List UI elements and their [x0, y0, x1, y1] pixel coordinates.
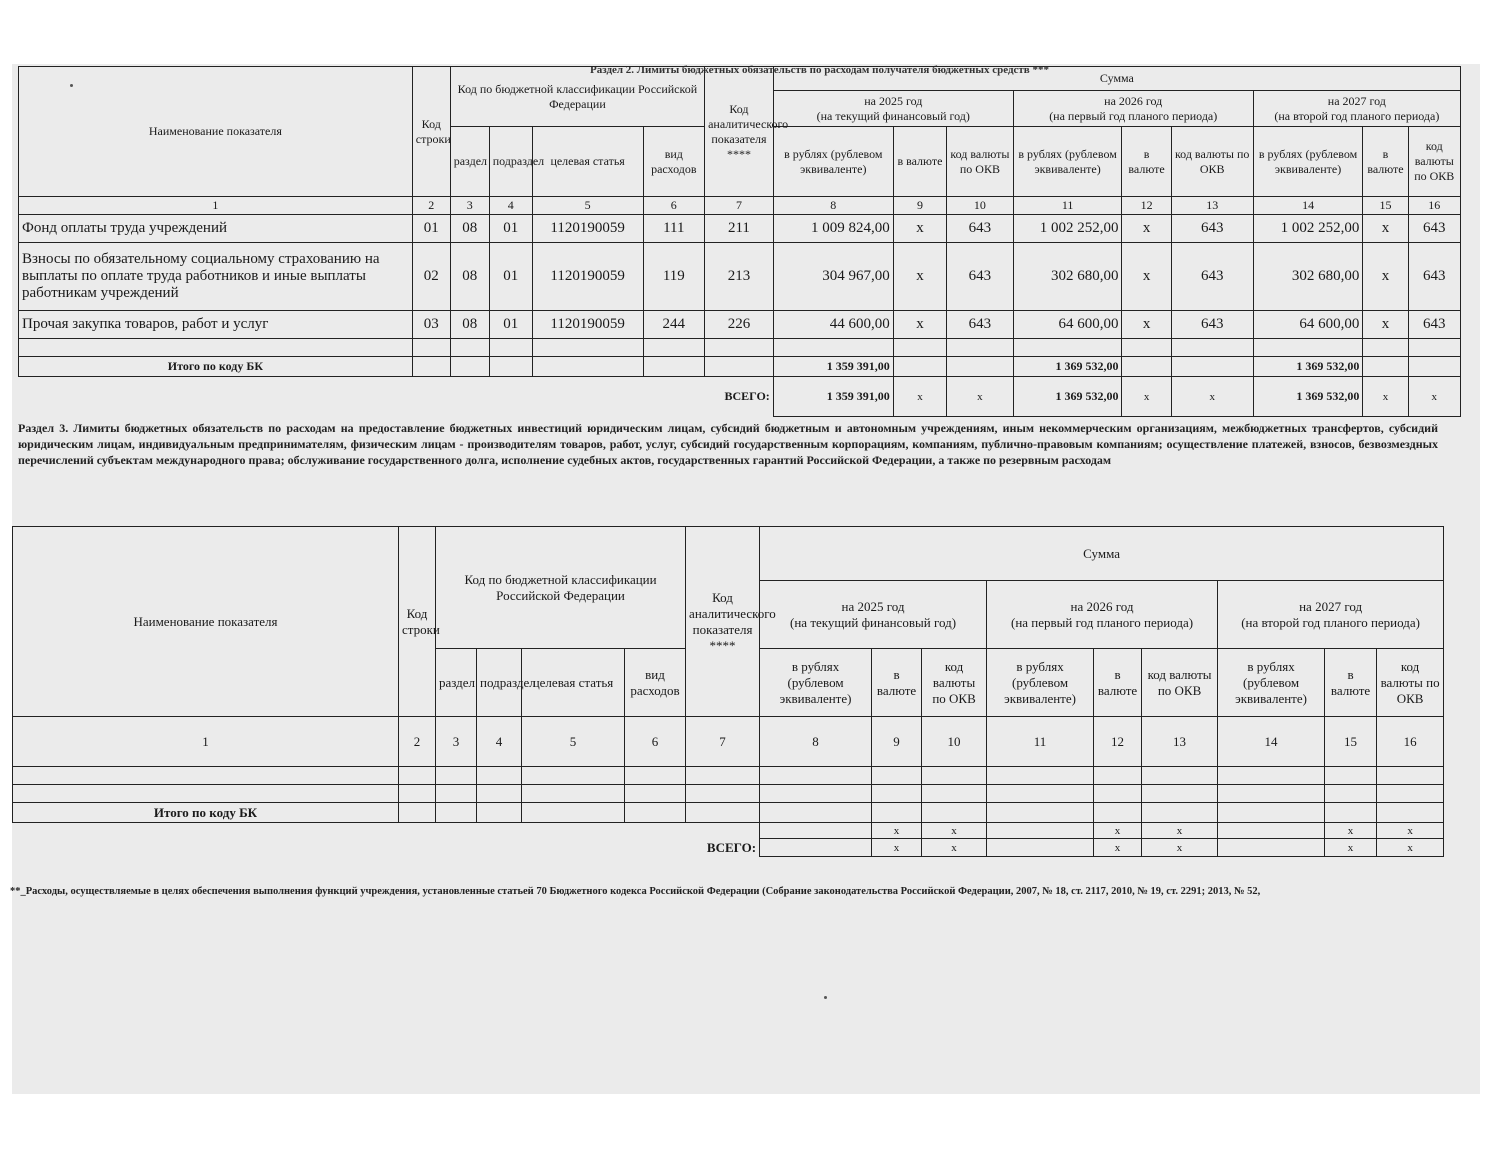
header-rub-2025: в рублях (рублевом эквиваленте)	[760, 649, 872, 717]
header-name: Наименование показателя	[19, 67, 413, 197]
colnum-5: 5	[532, 197, 643, 215]
colnum-8: 8	[773, 197, 893, 215]
x-currency-2026: x	[1094, 823, 1142, 839]
row-currency-2026: x	[1122, 311, 1171, 339]
row-rub-2027: 64 600,00	[1253, 311, 1363, 339]
colnum-14: 14	[1218, 717, 1325, 767]
header-analytic: Код аналитического показателя ****	[686, 527, 760, 717]
header-rub-2027: в рублях (рублевом эквиваленте)	[1218, 649, 1325, 717]
row-name: Фонд оплаты труда учреждений	[19, 215, 413, 243]
vsego-currency-2025: x	[893, 377, 946, 417]
vsego-currency-2026: x	[1122, 377, 1171, 417]
colnum-11: 11	[987, 717, 1094, 767]
header-okv-2025: код валюты по ОКВ	[947, 127, 1014, 197]
row-podrazdel: 01	[489, 311, 532, 339]
header-sum: Сумма	[773, 67, 1460, 91]
row-vid: 111	[643, 215, 705, 243]
x-currency-2025: x	[872, 823, 922, 839]
vsego-2026: 1 369 532,00	[1013, 377, 1122, 417]
colnum-1: 1	[19, 197, 413, 215]
colnum-9: 9	[872, 717, 922, 767]
itogo-label: Итого по коду БК	[19, 357, 413, 377]
row-podrazdel: 01	[489, 243, 532, 311]
header-analytic: Код аналитического показателя ****	[705, 67, 774, 197]
colnum-4: 4	[489, 197, 532, 215]
row-okv-2027: 643	[1408, 243, 1460, 311]
table-row	[19, 243, 1461, 311]
row-rub-2025: 304 967,00	[773, 243, 893, 311]
header-name: Наименование показателя	[13, 527, 399, 717]
row-currency-2025: x	[893, 215, 946, 243]
vsego-okv-2026: x	[1142, 839, 1218, 857]
vsego-okv-2027: x	[1408, 377, 1460, 417]
header-row-code: Код строки	[412, 67, 450, 197]
row-name: Прочая закупка товаров, работ и услуг	[19, 311, 413, 339]
empty-row	[19, 339, 1461, 357]
header-2027-sub: (на второй год планого периода)	[1274, 108, 1440, 123]
empty-row	[13, 785, 1444, 803]
vsego-2027: 1 369 532,00	[1253, 377, 1363, 417]
row-rub-2026: 302 680,00	[1013, 243, 1122, 311]
vsego-label: ВСЕГО:	[724, 389, 770, 404]
itogo-row	[19, 357, 1461, 377]
row-razdel: 08	[450, 311, 489, 339]
x-okv-2025: x	[922, 823, 987, 839]
header-2026-label: на 2026 год	[1104, 93, 1163, 108]
row-currency-2027: x	[1363, 311, 1408, 339]
row-code: 03	[412, 311, 450, 339]
header-sum: Сумма	[760, 527, 1444, 581]
row-vid: 244	[643, 311, 705, 339]
colnum-16: 16	[1408, 197, 1460, 215]
row-currency-2027: x	[1363, 243, 1408, 311]
section3-table	[12, 526, 1444, 857]
row-okv-2027: 643	[1408, 215, 1460, 243]
vsego-label: ВСЕГО:	[706, 839, 757, 855]
colnum-6: 6	[625, 717, 686, 767]
table-row	[19, 215, 1461, 243]
header-okv-2027: код валюты по ОКВ	[1377, 649, 1444, 717]
vsego-currency-2026: x	[1094, 839, 1142, 857]
header-2026-sub: (на первый год планого периода)	[1049, 108, 1218, 123]
colnum-7: 7	[705, 197, 774, 215]
x-row	[13, 823, 1444, 839]
header-expense-type: вид расходов	[643, 127, 705, 197]
row-rub-2025: 1 009 824,00	[773, 215, 893, 243]
header-rub-2025: в рублях (рублевом эквиваленте)	[773, 127, 893, 197]
header-target: целевая статья	[532, 127, 643, 197]
row-okv-2026: 643	[1171, 311, 1253, 339]
header-currency-2027: в валюте	[1363, 127, 1408, 197]
colnum-9: 9	[893, 197, 946, 215]
colnum-3: 3	[436, 717, 477, 767]
colnum-11: 11	[1013, 197, 1122, 215]
empty-row	[13, 767, 1444, 785]
row-okv-2026: 643	[1171, 243, 1253, 311]
column-number-row	[19, 197, 1461, 215]
row-currency-2027: x	[1363, 215, 1408, 243]
vsego-row	[19, 377, 1461, 417]
vsego-currency-2027: x	[1363, 377, 1408, 417]
row-currency-2025: x	[893, 311, 946, 339]
header-expense-type: вид расходов	[625, 649, 686, 717]
row-analytic: 226	[705, 311, 774, 339]
section3-heading: Раздел 3. Лимиты бюджетных обязательств по расходам на предоставление бюджетных инвестиций юридическим лицам, субсидий бюджетным и автономным учреждениям, иным некоммерческим организациям, межбюджетных трансфертов, субсидий юридическим лицам, индивидуальным предпринимателям, физическим лицам - производителям товаров, работ, услуг, субсидий государственным корпорациям, компаниям, публично-правовым компаниям; осуществление платежей, взносов, безвозмездных перечислений субъектам международного права; обслуживание государственного долга, исполнение судебных актов, государственных гарантий Российской Федерации, а также по резервным расходам	[18, 421, 1438, 467]
scan-speck	[824, 996, 827, 999]
header-okv-2026: код валюты по ОКВ	[1171, 127, 1253, 197]
scan-speck	[70, 84, 73, 87]
itogo-2027: 1 369 532,00	[1253, 357, 1363, 377]
header-currency-2025: в валюте	[872, 649, 922, 717]
colnum-3: 3	[450, 197, 489, 215]
row-podrazdel: 01	[489, 215, 532, 243]
header-2026-sub: (на первый год планого периода)	[1011, 614, 1194, 630]
header-rub-2026: в рублях (рублевом эквиваленте)	[1013, 127, 1122, 197]
row-target: 1120190059	[532, 215, 643, 243]
header-2027-sub: (на второй год планого периода)	[1241, 614, 1420, 630]
header-2025-sub: (на текущий финансовый год)	[790, 614, 957, 630]
row-okv-2025: 643	[947, 215, 1014, 243]
row-rub-2025: 44 600,00	[773, 311, 893, 339]
header-currency-2026: в валюте	[1094, 649, 1142, 717]
row-okv-2025: 643	[947, 243, 1014, 311]
header-2026	[1013, 91, 1253, 127]
footnote: **_Расходы, осуществляемые в целях обеспечения выполнения функций учреждения, установленные статьей 70 Бюджетного кодекса Российской Федерации (Собрание законодательства Российской Федерации, 2007, № 18, ст. 2117, 2010, № 19, ст. 2291; 2013, № 52,	[10, 886, 1261, 897]
row-target: 1120190059	[532, 243, 643, 311]
header-currency-2025: в валюте	[893, 127, 946, 197]
header-okv-2026: код валюты по ОКВ	[1142, 649, 1218, 717]
row-target: 1120190059	[532, 311, 643, 339]
header-razdel: раздел	[450, 127, 489, 197]
colnum-15: 15	[1363, 197, 1408, 215]
colnum-2: 2	[399, 717, 436, 767]
header-okv-2027: код валюты по ОКВ	[1408, 127, 1460, 197]
header-2025-label: на 2025 год	[864, 93, 923, 108]
x-okv-2026: x	[1142, 823, 1218, 839]
header-2025	[773, 91, 1013, 127]
colnum-4: 4	[477, 717, 522, 767]
vsego-2025: 1 359 391,00	[773, 377, 893, 417]
header-bk-code: Код по бюджетной классификации Российской Федерации	[436, 527, 686, 649]
vsego-okv-2025: x	[947, 377, 1014, 417]
colnum-12: 12	[1094, 717, 1142, 767]
section2-table	[18, 66, 1461, 417]
header-2025	[760, 581, 987, 649]
sheet-bottom-margin	[12, 1094, 1480, 1159]
colnum-6: 6	[643, 197, 705, 215]
header-2027-label: на 2027 год	[1299, 598, 1363, 614]
header-2027	[1253, 91, 1460, 127]
colnum-5: 5	[522, 717, 625, 767]
vsego-currency-2027: x	[1325, 839, 1377, 857]
header-podrazdel: подраздел	[489, 127, 532, 197]
row-rub-2026: 64 600,00	[1013, 311, 1122, 339]
table-row	[19, 311, 1461, 339]
row-okv-2025: 643	[947, 311, 1014, 339]
colnum-15: 15	[1325, 717, 1377, 767]
header-target: целевая статья	[522, 649, 625, 717]
header-razdel: раздел	[436, 649, 477, 717]
header-podrazdel: подраздел	[477, 649, 522, 717]
header-currency-2027: в валюте	[1325, 649, 1377, 717]
colnum-2: 2	[412, 197, 450, 215]
header-2025-label: на 2025 год	[841, 598, 905, 614]
row-analytic: 213	[705, 243, 774, 311]
vsego-okv-2026: x	[1171, 377, 1253, 417]
header-bk-code: Код по бюджетной классификации Российской Федерации	[450, 67, 704, 127]
x-currency-2027: x	[1325, 823, 1377, 839]
row-rub-2027: 1 002 252,00	[1253, 215, 1363, 243]
row-vid: 119	[643, 243, 705, 311]
x-okv-2027: x	[1377, 823, 1444, 839]
colnum-13: 13	[1142, 717, 1218, 767]
vsego-okv-2025: x	[922, 839, 987, 857]
colnum-16: 16	[1377, 717, 1444, 767]
colnum-8: 8	[760, 717, 872, 767]
header-rub-2027: в рублях (рублевом эквиваленте)	[1253, 127, 1363, 197]
header-2025-sub: (на текущий финансовый год)	[816, 108, 970, 123]
row-razdel: 08	[450, 215, 489, 243]
row-code: 02	[412, 243, 450, 311]
row-currency-2026: x	[1122, 243, 1171, 311]
colnum-14: 14	[1253, 197, 1363, 215]
colnum-1: 1	[13, 717, 399, 767]
row-rub-2026: 1 002 252,00	[1013, 215, 1122, 243]
row-rub-2027: 302 680,00	[1253, 243, 1363, 311]
header-row-code: Код строки	[399, 527, 436, 717]
itogo-2026: 1 369 532,00	[1013, 357, 1122, 377]
header-2026	[987, 581, 1218, 649]
header-rub-2026: в рублях (рублевом эквиваленте)	[987, 649, 1094, 717]
itogo-row	[13, 803, 1444, 823]
row-currency-2025: x	[893, 243, 946, 311]
itogo-label: Итого по коду БК	[13, 803, 399, 823]
vsego-okv-2027: x	[1377, 839, 1444, 857]
header-2026-label: на 2026 год	[1070, 598, 1134, 614]
row-code: 01	[412, 215, 450, 243]
itogo-2025: 1 359 391,00	[773, 357, 893, 377]
row-okv-2026: 643	[1171, 215, 1253, 243]
vsego-currency-2025: x	[872, 839, 922, 857]
row-currency-2026: x	[1122, 215, 1171, 243]
colnum-10: 10	[947, 197, 1014, 215]
colnum-10: 10	[922, 717, 987, 767]
section2-heading: Раздел 2. Лимиты бюджетных обязательств по расходам получателя бюджетных средств ***	[590, 64, 1049, 76]
row-okv-2027: 643	[1408, 311, 1460, 339]
colnum-12: 12	[1122, 197, 1171, 215]
vsego-row	[13, 839, 1444, 857]
colnum-7: 7	[686, 717, 760, 767]
header-okv-2025: код валюты по ОКВ	[922, 649, 987, 717]
header-currency-2026: в валюте	[1122, 127, 1171, 197]
header-2027	[1218, 581, 1444, 649]
colnum-13: 13	[1171, 197, 1253, 215]
row-name: Взносы по обязательному социальному страхованию на выплаты по оплате труда работников и иные выплаты работникам учреждений	[19, 243, 413, 311]
column-number-row	[13, 717, 1444, 767]
row-analytic: 211	[705, 215, 774, 243]
row-razdel: 08	[450, 243, 489, 311]
header-2027-label: на 2027 год	[1327, 93, 1386, 108]
